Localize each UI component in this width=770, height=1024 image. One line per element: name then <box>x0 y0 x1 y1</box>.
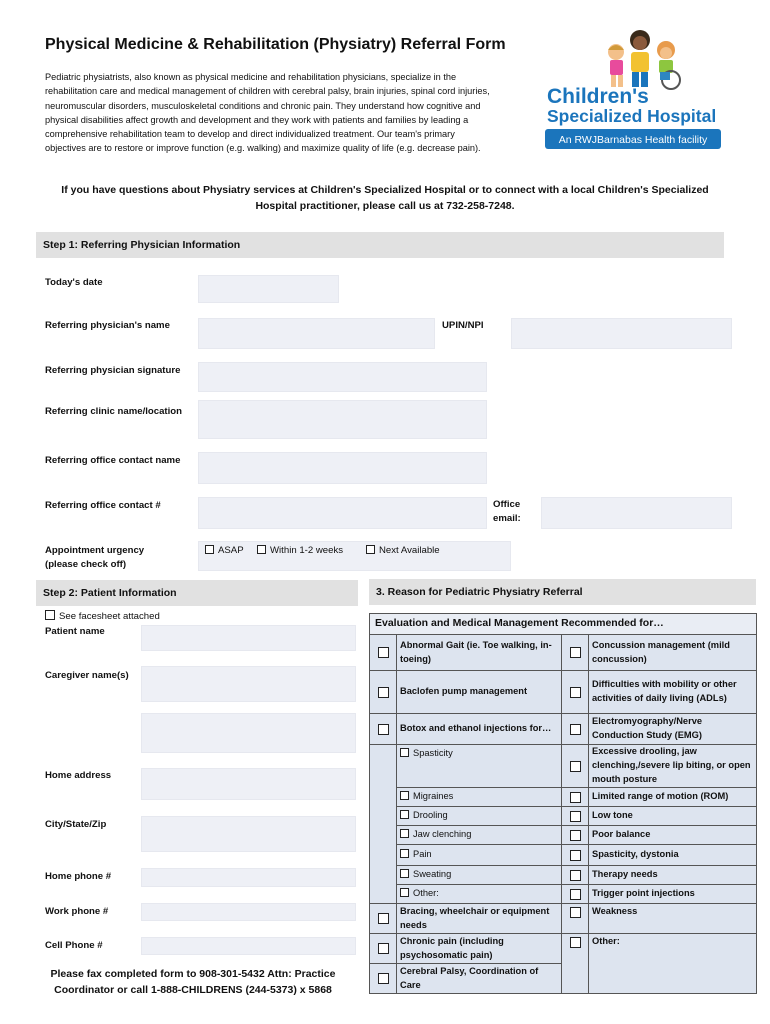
reason-concussion: Concussion management (mild concussion) <box>589 635 757 671</box>
reason-checkbox[interactable] <box>370 714 397 745</box>
contact-name-label: Referring office contact name <box>45 455 181 466</box>
checkbox-icon[interactable] <box>400 849 409 858</box>
urgency-field <box>198 541 511 571</box>
checkbox-icon[interactable] <box>570 811 581 822</box>
reason-spasticity-dystonia: Spasticity, dystonia <box>589 845 757 866</box>
reason-cerebral-palsy: Cerebral Palsy, Coordination of Care <box>397 964 562 994</box>
children-illustration-icon <box>540 28 730 152</box>
todays-date-label: Today's date <box>45 277 103 288</box>
work-phone-label: Work phone # <box>45 906 109 917</box>
home-address-label: Home address <box>45 770 112 781</box>
checkbox-icon[interactable] <box>378 973 389 984</box>
checkbox-icon[interactable] <box>378 647 389 658</box>
city-label: City/State/Zip <box>45 819 107 830</box>
reason-checkbox[interactable] <box>370 964 397 994</box>
reason-checkbox[interactable] <box>370 671 397 714</box>
todays-date-field[interactable] <box>198 275 339 303</box>
checkbox-icon[interactable] <box>400 869 409 878</box>
reason-checkbox[interactable] <box>562 885 589 904</box>
urgency-next-available[interactable] <box>366 544 440 558</box>
sub-other[interactable]: Other: <box>397 885 562 904</box>
sub-pain[interactable]: Pain <box>397 845 562 866</box>
step1-header: Step 1: Referring Physician Information <box>36 232 724 258</box>
reason-bracing: Bracing, wheelchair or equipment needs <box>397 904 562 934</box>
urgency-1-2-weeks[interactable] <box>257 544 343 558</box>
reason-trigger-point: Trigger point injections <box>589 885 757 904</box>
reason-drooling: Excessive drooling, jaw clenching,/severe lip biting, or open mouth posture <box>589 745 757 788</box>
checkbox-icon[interactable] <box>400 791 409 800</box>
sub-jaw-clenching[interactable]: Jaw clenching <box>397 826 562 845</box>
cell-phone-field[interactable] <box>141 937 356 955</box>
reason-checkbox[interactable] <box>562 671 589 714</box>
home-phone-field[interactable] <box>141 868 356 887</box>
urgency-label: Appointment urgency (please check off) <box>45 545 145 570</box>
sub-sweating[interactable]: Sweating <box>397 866 562 885</box>
facesheet-option[interactable] <box>45 610 160 624</box>
sub-spasticity[interactable]: Spasticity <box>397 745 562 788</box>
reason-other: Other: <box>589 934 757 964</box>
hospital-logo <box>540 28 730 152</box>
checkbox-icon[interactable] <box>570 724 581 735</box>
reason-checkbox[interactable] <box>562 745 589 788</box>
checkbox-icon[interactable] <box>378 724 389 735</box>
contact-number-label: Referring office contact # <box>45 500 161 511</box>
checkbox-icon[interactable] <box>570 792 581 803</box>
urgency-asap[interactable] <box>205 544 244 558</box>
checkbox-icon[interactable] <box>570 870 581 881</box>
logo-tagline: An RWJBarnabas Health facility <box>558 134 708 146</box>
logo-line1: Children's <box>547 85 649 108</box>
checkbox-icon[interactable] <box>205 545 214 554</box>
checkbox-icon[interactable] <box>570 937 581 948</box>
checkbox-icon[interactable] <box>570 761 581 772</box>
reason-chronic-pain: Chronic pain (including psychosomatic pain) <box>397 934 562 964</box>
logo-line2: Specialized Hospital <box>547 106 717 126</box>
signature-label: Referring physician signature <box>45 365 181 376</box>
reason-baclofen: Baclofen pump management <box>397 671 562 714</box>
intro-paragraph: Pediatric physiatrists, also known as physical medicine and rehabilitation physicians, specialize in the rehabilitation care and medical management of children with cerebral palsy, brain injuries, spinal cord injuries, neuromuscular disorders, musculoskeletal conditions and chronic pain. They understand how cognitive and physical disabilities affect growth and development and they work with patients and families by leading a comprehensive rehabilitation team to develop and direct individualized treatment. Our team's primary objectives are to restore or improve function (e.g. walking) and maximize quality of life (e.g. decrease pain). <box>45 72 490 154</box>
reason-checkbox[interactable] <box>562 788 589 807</box>
patient-name-field[interactable] <box>141 625 356 651</box>
sub-drooling[interactable]: Drooling <box>397 807 562 826</box>
reason-weakness: Weakness <box>589 904 757 934</box>
checkbox-icon[interactable] <box>378 943 389 954</box>
reason-rom: Limited range of motion (ROM) <box>589 788 757 807</box>
step3-header: 3. Reason for Pediatric Physiatry Referral <box>369 579 756 605</box>
checkbox-icon[interactable] <box>570 830 581 841</box>
reason-checkbox[interactable] <box>370 904 397 934</box>
checkbox-icon[interactable] <box>366 545 375 554</box>
reason-abnormal-gait: Abnormal Gait (ie. Toe walking, in-toeing) <box>397 635 562 671</box>
step2-header: Step 2: Patient Information <box>36 580 358 606</box>
checkbox-icon[interactable] <box>570 850 581 861</box>
office-email-field[interactable] <box>541 497 732 529</box>
reason-low-tone: Low tone <box>589 807 757 826</box>
checkbox-icon[interactable] <box>45 610 55 620</box>
physician-name-label: Referring physician's name <box>45 320 170 331</box>
checkbox-icon[interactable] <box>570 647 581 658</box>
reason-therapy: Therapy needs <box>589 866 757 885</box>
reason-checkbox[interactable] <box>370 635 397 671</box>
home-address-field[interactable] <box>141 768 356 800</box>
reason-checkbox[interactable] <box>562 714 589 745</box>
upin-field[interactable] <box>511 318 732 349</box>
checkbox-icon[interactable] <box>400 829 409 838</box>
caregiver-1-field[interactable] <box>141 666 356 702</box>
reason-adl: Difficulties with mobility or other activities of daily living (ADLs) <box>589 671 757 714</box>
reason-checkbox[interactable] <box>562 807 589 826</box>
checkbox-icon[interactable] <box>400 888 409 897</box>
checkbox-icon[interactable] <box>378 687 389 698</box>
fax-instructions: Please fax completed form to 908-301-5432 Attn: Practice Coordinator or call 1-888-CHILDRENS (244-5373) x 5868 <box>50 968 336 996</box>
reason-checkbox[interactable] <box>562 845 589 866</box>
clinic-label: Referring clinic name/location <box>45 406 183 417</box>
city-field[interactable] <box>141 816 356 852</box>
reason-poor-balance: Poor balance <box>589 826 757 845</box>
urgency-weeks-label: Within 1-2 weeks <box>270 545 344 556</box>
checkbox-icon[interactable] <box>570 889 581 900</box>
checkbox-icon[interactable] <box>400 748 409 757</box>
contact-number-field[interactable] <box>198 497 487 529</box>
reason-checkbox[interactable] <box>562 866 589 885</box>
caregiver-label: Caregiver name(s) <box>45 670 129 681</box>
reason-emg: Electromyography/Nerve Conduction Study (EMG) <box>589 714 757 745</box>
urgency-next-label: Next Available <box>379 545 440 556</box>
checkbox-icon[interactable] <box>570 907 581 918</box>
office-email-label: Office email: <box>493 499 521 524</box>
page-title: Physical Medicine & Rehabilitation (Physiatry) Referral Form <box>45 36 506 53</box>
checkbox-icon[interactable] <box>257 545 266 554</box>
work-phone-field[interactable] <box>141 903 356 921</box>
reason-checkbox[interactable] <box>562 934 589 964</box>
cell-phone-label: Cell Phone # <box>45 940 103 951</box>
checkbox-icon[interactable] <box>400 810 409 819</box>
reason-checkbox[interactable] <box>562 826 589 845</box>
checkbox-icon[interactable] <box>570 687 581 698</box>
caregiver-2-field[interactable] <box>141 713 356 753</box>
home-phone-label: Home phone # <box>45 871 112 882</box>
facesheet-label: See facesheet attached <box>59 611 160 622</box>
reason-table-header: Evaluation and Medical Management Recommended for… <box>370 614 757 635</box>
reason-checkbox[interactable] <box>370 934 397 964</box>
urgency-asap-label: ASAP <box>218 545 244 556</box>
contact-callout: If you have questions about Physiatry services at Children's Specialized Hospital or to connect with a local Children's Specialized Hospital practitioner, please call us at 732-258-7248. <box>61 184 709 212</box>
reason-botox: Botox and ethanol injections for… <box>397 714 562 745</box>
sub-migraines[interactable]: Migraines <box>397 788 562 807</box>
clinic-field[interactable] <box>198 400 487 439</box>
reason-checkbox[interactable] <box>562 635 589 671</box>
physician-name-field[interactable] <box>198 318 435 349</box>
reason-checkbox[interactable] <box>562 904 589 934</box>
referral-reason-table <box>369 613 757 994</box>
signature-field[interactable] <box>198 362 487 392</box>
upin-label: UPIN/NPI <box>442 320 484 331</box>
checkbox-icon[interactable] <box>378 913 389 924</box>
contact-name-field[interactable] <box>198 452 487 484</box>
patient-name-label: Patient name <box>45 626 105 637</box>
